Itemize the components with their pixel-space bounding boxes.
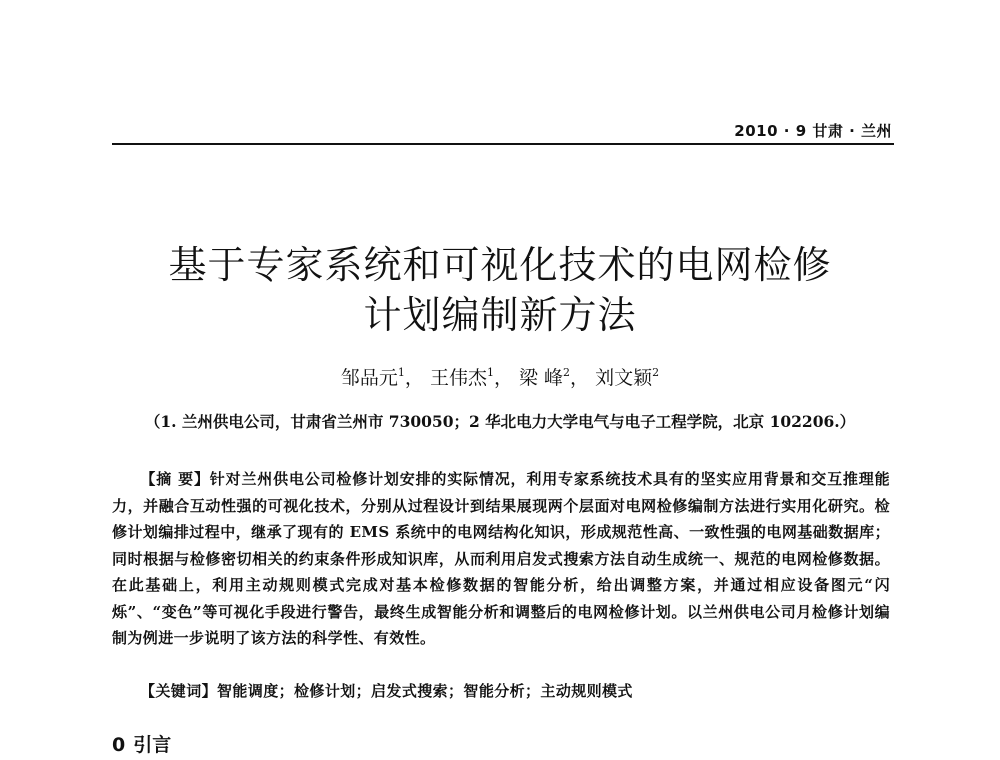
paper-title-line-1: 基于专家系统和可视化技术的电网检修 [168, 243, 832, 287]
author-affiliation-mark: 2 [652, 366, 660, 379]
author-name: 王伟杰 [429, 367, 487, 389]
abstract [112, 466, 890, 652]
section-heading [112, 733, 171, 757]
affiliations: （1. 兰州供电公司，甘肃省兰州市 730050；2 华北电力大学电气与电子工程学院，北京 102206.） [144, 412, 856, 431]
header-rule [112, 143, 894, 145]
author-name: 邹品元 [340, 367, 398, 389]
author-affiliation-mark: 2 [563, 366, 571, 379]
abstract-text: 针对兰州供电公司检修计划安排的实际情况，利用专家系统技术具有的坚实应用背景和交互推理能力，并融合互动性强的可视化技术，分别从过程设计到结果展现两个层面对电网检修编制方法进行实用化研究。检修计划编排过程中，继承了现有的 EMS 系统中的电网结构化知识，形成规范性高、一致性强的电网基础数据库；同时根据与检修密切相关的约束条件形成知识库，从而利用启发式搜索方法自动生成统一、规范的电网检修数据。在此基础上，利用主动规则模式完成对基本检修数据的智能分析，给出调整方案，并通过相应设备图元“闪烁”、“变色”等可视化手段进行警告，最终生成智能分析和调整后的电网检修计划。以兰州供电公司月检修计划编制为例进一步说明了该方法的科学性、有效性。 [112, 470, 890, 647]
author-name: 梁 峰 [519, 367, 564, 389]
section-title: 引言 [133, 734, 172, 756]
author-affiliation-mark: 1 [397, 366, 405, 379]
section-number: 0 [112, 734, 126, 756]
paper-title [0, 240, 1000, 340]
author-list: 邹品元$^1$， 王伟杰$^1$， 梁 峰$^2$， 刘文颖$^2$ [340, 366, 660, 389]
author-affiliation-mark: 1 [486, 366, 494, 379]
keywords-label: 【关键词】 [140, 682, 218, 700]
keywords-text: 智能调度；检修计划；启发式搜索；智能分析；主动规则模式 [217, 682, 633, 700]
author-name: 刘文颖 [595, 367, 653, 389]
header-issue-location: 2010 · 9 甘肃 · 兰州 [734, 122, 892, 140]
abstract-label: 【摘 要】 [140, 470, 210, 488]
keywords [140, 678, 633, 704]
paper-title-line-2: 计划编制新方法 [363, 293, 637, 337]
